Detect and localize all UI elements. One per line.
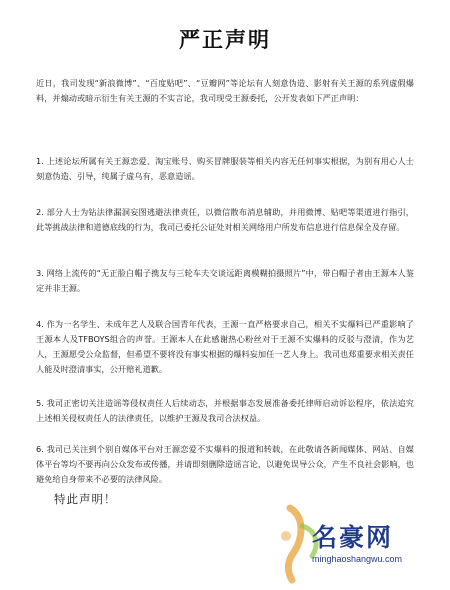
watermark [272, 496, 444, 586]
statement-item-5: 5. 我司正密切关注造谣等侵权责任人后续动态，并根据事态发展准备委托律师启动诉讼程序，依法追究上述相关侵权责任人的法律责任，以维护王源及我司合法权益。 [36, 398, 414, 423]
watermark-brand: 名豪网 [312, 523, 394, 552]
statement-item-6: 6. 我司已关注到个别自媒体平台对王源恋爱不实爆料的报道和转载，在此敬请各新闻媒体、网站、自媒体平台等均不要再向公众发布或传播，并请即刻删除造谣言论，以避免误导公众，产生不良社会影响，也避免给自身带来不必要的法律风险。 [36, 444, 414, 484]
statement-item-3: 3. 网络上流传的“无正脸白帽子携友与三轮车夫交谈远距离模糊拍摄照片”中，带白帽子者由王源本人鉴定并非王源。 [36, 268, 414, 293]
closing-signature: 特此声明！ [54, 492, 117, 506]
statement-item-4: 4. 作为一名学生、未成年艺人及联合国青年代表，王源一直严格要求自己，相关不实爆料已严重影响了王源本人及TFBOYS组合的声誉。王源本人在此感谢热心粉丝对于王源不实爆料的反驳与澄清，作为艺人，王源愿受公众监督，但希望不要将没有事实根据的爆料妄加任一艺人身上。我司也郑重要求相关责任人能及时澄清事实，公开赔礼道歉。 [36, 319, 414, 374]
statement-item-2: 2. 部分人士为钻法律漏洞妄图逃避法律责任，以微信散布消息辅助，并用微博、贴吧等渠道进行指引，此等挑战法律和道德底线的行为，我司已委托公证处对相关网络用户所发布信息进行信息保全及存留。 [36, 207, 414, 232]
watermark-url: minghaoshangwu.com [312, 554, 403, 564]
intro-paragraph: 近日，我司发现“新浪微博”、“百度贴吧”、“豆瓣网”等论坛有人刻意伪造、影射有关王源的系列虚假爆料，并煽动或暗示衍生有关王源的不实言论，我司现受王源委托，公开发表如下严正声明： [36, 78, 414, 103]
page-title: 严正声明 [179, 28, 271, 52]
statement-item-1: 1. 上述论坛所属有关王源恋爱、淘宝账号、购买冒牌服装等相关内容无任何事实根据，为别有用心人士刻意伪造、引导，纯属子虚乌有，恶意造谣。 [36, 156, 414, 181]
